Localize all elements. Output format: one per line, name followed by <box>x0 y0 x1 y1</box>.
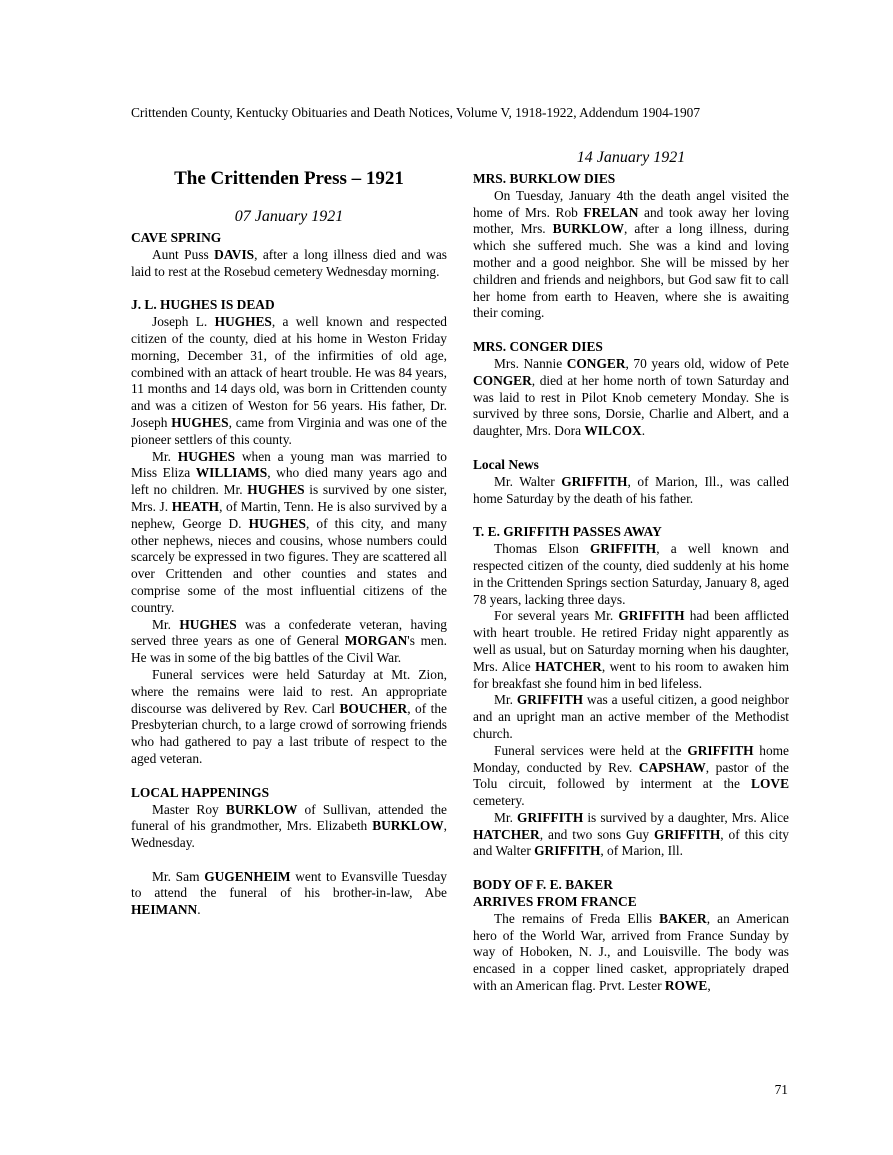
article-paragraph <box>473 474 789 508</box>
text-run: Aunt Puss <box>152 246 215 262</box>
surname-highlight: HATCHER <box>535 658 602 674</box>
article-paragraph <box>473 810 789 860</box>
article <box>131 297 447 767</box>
article <box>473 877 789 995</box>
surname-highlight: MORGAN <box>344 633 408 649</box>
text-run: , died at her home north of town Saturday and was laid to rest in Pilot Knob cemetery Monday. She is survived by three sons, Dorsie, Charlie and Albert, and a daughter, Mrs. Dora <box>473 372 789 439</box>
surname-highlight: GRIFFITH <box>687 742 754 758</box>
surname-highlight: BOUCHER <box>339 700 408 716</box>
article-headline: T. E. GRIFFITH PASSES AWAY <box>473 524 662 540</box>
text-run: Joseph L. <box>152 314 215 330</box>
article-headline: MRS. CONGER DIES <box>473 339 603 355</box>
text-run: is survived by a daughter, Mrs. Alice <box>583 809 789 825</box>
surname-highlight: GRIFFITH <box>516 692 584 708</box>
surname-highlight: DAVIS <box>214 246 255 262</box>
surname-highlight: HUGHES <box>177 448 236 464</box>
text-run: Mr. <box>494 692 517 708</box>
article-headline: LOCAL HAPPENINGS <box>131 784 270 800</box>
newspaper-title: The Crittenden Press – 1921 <box>174 168 404 189</box>
text-run: , after a long illness, during which she suffered much. She was a kind and loving mother and a good neighbor. She will be missed by her children and friends and neighbors, but God saw fit to call her home from earth to Heaven, where she is awaiting their coming. <box>473 221 789 321</box>
text-run: was a confederate veteran, having served three years as one of General <box>131 616 447 649</box>
article <box>473 171 789 322</box>
surname-highlight: HUGHES <box>248 515 306 531</box>
issue-date-heading: 14 January 1921 <box>576 149 686 166</box>
article-headline: MRS. BURKLOW DIES <box>473 171 616 186</box>
text-run: Thomas Elson <box>494 541 590 557</box>
surname-highlight: GRIFFITH <box>534 843 601 859</box>
surname-highlight: WILLIAMS <box>195 465 268 481</box>
text-run: , of the Presbyterian church, to a large crowd of sorrowing friends who had gathered to pay a last tribute of respect to the aged veteran. <box>131 700 448 766</box>
text-run: , a well known and respected citizen of the county, died at his home in Weston Friday morning, December 31, of the infirmities of old age, combined with an attack of heart trouble. He was 84 years, 11 months and 14 days old, was born in Crittenden county and was a citizen of Weston for 56 years. His father, Dr. Joseph <box>131 314 447 430</box>
text-run: , Wednesday. <box>131 818 447 851</box>
surname-highlight: BURKLOW <box>372 818 444 834</box>
issue-date-heading: 07 January 1921 <box>234 208 344 225</box>
article <box>473 457 789 507</box>
article-paragraph <box>473 692 789 742</box>
article <box>131 230 447 280</box>
text-run: of Sullivan, attended the funeral of his grandmother, Mrs. Elizabeth <box>131 801 447 834</box>
surname-highlight: BURKLOW <box>552 221 625 237</box>
surname-highlight: HUGHES <box>247 482 305 498</box>
surname-highlight: GRIFFITH <box>517 809 584 825</box>
article-headline: Local News <box>473 456 539 472</box>
text-run: had been afflicted with heart trouble. He retired Friday night apparently as well as usual, but on Saturday morning when his daughter, Mrs. Alice <box>473 608 789 674</box>
article <box>473 524 789 860</box>
surname-highlight: WILCOX <box>584 423 642 439</box>
article-paragraph <box>131 667 447 768</box>
left-articles <box>131 230 447 919</box>
text-run: , and two sons Guy <box>539 826 655 842</box>
text-run: Mr. Walter <box>494 473 562 489</box>
surname-highlight: CONGER <box>566 355 626 371</box>
text-run: , an American hero of the World War, arrived from France Sunday by way of Hoboken, N. J., and Louisville. The body was encased in a copper lined casket, appropriately draped with an American flag. Prvt. Lester <box>473 910 790 994</box>
text-run: was a useful citizen, a good neighbor and an upright man an active member of the Methodist church. <box>473 692 789 741</box>
article-paragraph <box>473 541 789 608</box>
text-run: 's men. He was in some of the big battles of the Civil War. <box>131 633 447 666</box>
text-run: , came from Virginia and was one of the pioneer settlers of this county. <box>131 414 447 447</box>
article-paragraph <box>473 743 789 810</box>
text-run: , 70 years old, widow of Pete <box>625 355 789 371</box>
surname-highlight: HEIMANN <box>131 902 198 918</box>
article-paragraph <box>473 608 789 692</box>
text-run: Mr. Sam <box>152 868 205 884</box>
article-paragraph <box>473 356 789 440</box>
article <box>131 785 447 919</box>
article-paragraph <box>131 869 447 919</box>
text-run: home Monday, conducted by Rev. <box>473 742 789 775</box>
surname-highlight: BURKLOW <box>225 801 298 817</box>
surname-highlight: CONGER <box>473 372 532 388</box>
surname-highlight: HUGHES <box>171 414 229 430</box>
text-run: . <box>197 902 201 918</box>
text-run: , of this city and Walter <box>473 826 789 859</box>
surname-highlight: GRIFFITH <box>654 826 721 842</box>
text-run: The remains of Freda Ellis <box>494 910 660 926</box>
article-paragraph <box>131 449 447 617</box>
article-headline: CAVE SPRING <box>131 230 222 245</box>
surname-highlight: GRIFFITH <box>589 541 657 557</box>
text-run: , of Marion, Ill. <box>600 843 683 859</box>
text-run: , of this city, and many other nephews, nieces and cousins, whose numbers could scarcely be expressed in two figures. They are scattered all over Crittenden and other counties and states and comprise some of the most influential citizens of the country. <box>131 515 447 615</box>
running-header: Crittenden County, Kentucky Obituaries and Death Notices, Volume V, 1918-1922, Addendum 1904-1907 <box>131 105 701 120</box>
surname-highlight: HUGHES <box>214 314 272 330</box>
text-run: Funeral services were held at the <box>494 742 688 758</box>
text-run: is survived by one sister, Mrs. J. <box>131 482 447 514</box>
text-run: Mrs. Nannie <box>494 355 567 371</box>
text-run: Mr. <box>494 809 518 825</box>
article-paragraph <box>131 247 447 281</box>
text-run: cemetery. <box>473 793 525 809</box>
right-column <box>473 148 789 1012</box>
article-paragraph <box>473 911 789 995</box>
surname-highlight: GUGENHEIM <box>204 868 291 884</box>
left-column <box>131 150 447 936</box>
text-run: , after a long illness died and was laid to rest at the Rosebud cemetery Wednesday morning. <box>131 246 447 279</box>
text-run: Funeral services were held Saturday at Mt. Zion, where the remains were laid to rest. An appropriate discourse was delivered by Rev. Carl <box>131 666 447 716</box>
surname-highlight: HEATH <box>171 498 220 514</box>
text-run: , a well known and respected citizen of the county, died suddenly at his home in the Crittenden Springs section Saturday, January 8, aged 78 years, lacking three days. <box>473 541 789 607</box>
surname-highlight: BAKER <box>659 910 707 926</box>
surname-highlight: CAPSHAW <box>638 759 706 775</box>
page-number: 71 <box>774 1082 788 1097</box>
text-run: On Tuesday, January 4th the death angel visited the home of Mrs. Rob <box>473 187 789 220</box>
surname-highlight: FRELAN <box>583 204 639 220</box>
text-run: when a young man was married to Miss Eliza <box>131 448 447 481</box>
article-paragraph <box>473 188 789 322</box>
surname-highlight: GRIFFITH <box>561 473 628 489</box>
surname-highlight: HUGHES <box>179 616 237 632</box>
surname-highlight: ROWE <box>664 978 708 994</box>
article <box>473 339 789 440</box>
text-run: Mr. <box>152 448 178 464</box>
right-articles <box>473 171 789 995</box>
text-run: , <box>707 978 711 994</box>
text-run: , who died many years ago and left no children. Mr. <box>131 465 447 498</box>
text-run: , pastor of the Tolu circuit, followed by interment at the <box>473 759 789 792</box>
article-paragraph <box>131 802 447 852</box>
text-run: went to Evansville Tuesday to attend the funeral of his brother-in-law, Abe <box>131 868 447 901</box>
surname-highlight: GRIFFITH <box>618 608 685 624</box>
article-paragraph <box>131 314 447 448</box>
text-run: For several years Mr. <box>494 608 619 624</box>
surname-highlight: HATCHER <box>473 826 540 842</box>
text-run: Master Roy <box>152 801 226 817</box>
article-paragraph <box>131 617 447 667</box>
text-run: . <box>641 423 646 439</box>
text-run: , of Martin, Tenn. He is also survived by a nephew, George D. <box>131 498 447 531</box>
article-headline: J. L. HUGHES IS DEAD <box>131 297 275 313</box>
text-run: and took away her loving mother, Mrs. <box>473 204 789 237</box>
surname-highlight: LOVE <box>751 776 789 792</box>
article-headline: BODY OF F. E. BAKER ARRIVES FROM FRANCE <box>473 877 637 910</box>
text-run: Mr. <box>152 616 180 632</box>
text-run: , of Marion, Ill., was called home Saturday by the death of his father. <box>473 473 790 506</box>
text-run: , went to his room to awaken him for breakfast she found him in bed lifeless. <box>473 658 789 691</box>
